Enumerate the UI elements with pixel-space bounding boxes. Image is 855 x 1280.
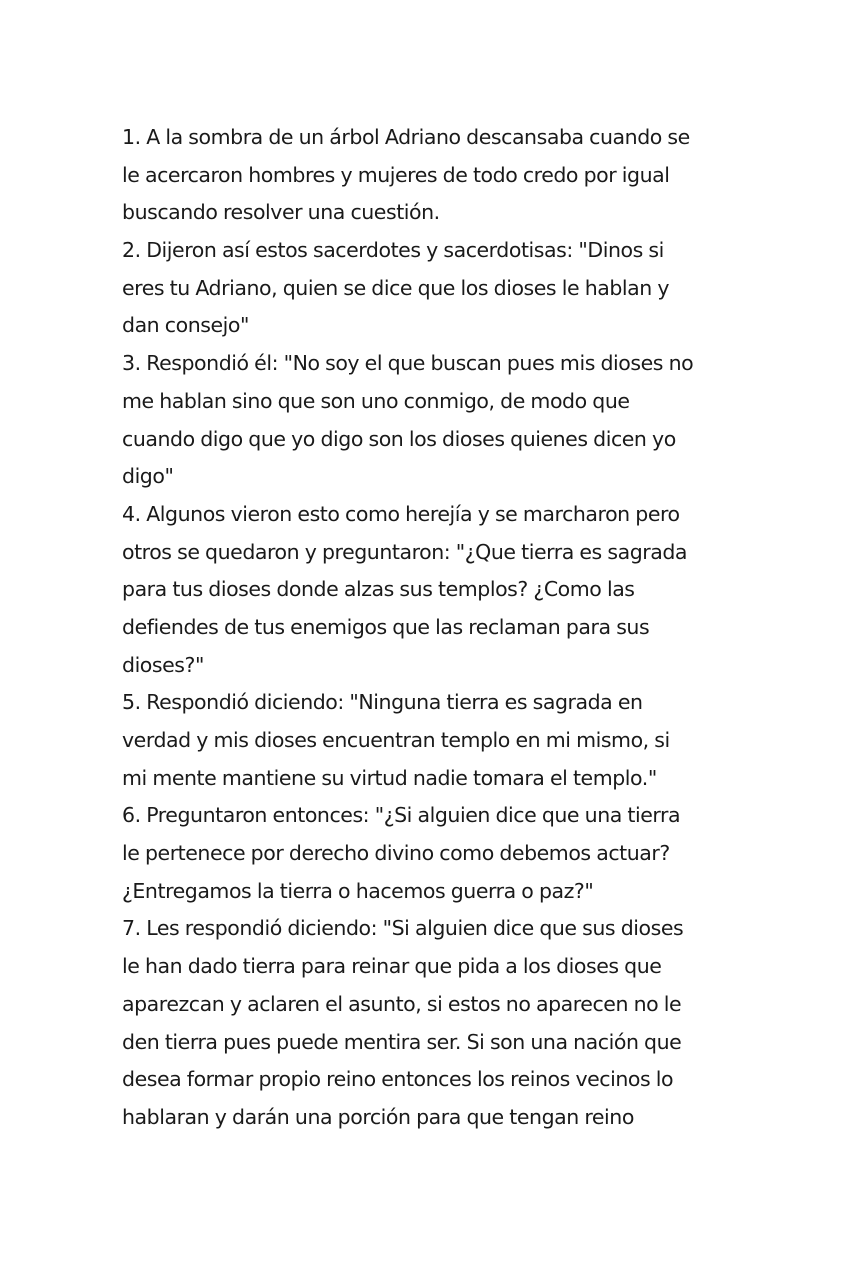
text-line: buscando resolver una cuestión. [122,200,440,225]
text-line: verdad y mis dioses encuentran templo en mi mismo, si [122,728,670,752]
text-line: hablaran y darán una porción para que tengan reino [122,1104,634,1129]
text-line: 1. A la sombra de un árbol Adriano descansaba cuando se [122,125,690,149]
text-line: dan consejo" [122,313,249,338]
text-line: 4. Algunos vieron esto como herejía y se marcharon pero [122,501,680,526]
text-line: otros se quedaron y preguntaron: "¿Que tierra es sagrada [122,539,688,564]
text-line: me hablan sino que son uno conmigo, de modo que [122,388,630,413]
text-line: 5. Respondió diciendo: "Ninguna tierra es sagrada en [122,690,643,715]
text-line: 3. Respondió él: "No soy el que buscan pues mis dioses no [122,351,694,376]
text-line: mi mente mantiene su virtud nadie tomara el templo." [122,765,657,790]
text-line: para tus dioses donde alzas sus templos? ¿Como las [122,577,635,602]
text-line: cuando digo que yo digo son los dioses quienes dicen yo [122,426,676,451]
text-line: digo" [122,464,174,489]
text-line: 6. Preguntaron entonces: "¿Si alguien dice que una tierra [122,803,681,828]
text-line: eres tu Adriano, quien se dice que los dioses le hablan y [122,275,670,300]
text-line: le han dado tierra para reinar que pida a los dioses que [122,954,662,979]
text-line: 7. Les respondió diciendo: "Si alguien dice que sus dioses [122,916,684,941]
text-line: den tierra pues puede mentira ser. Si son una nación que [122,1029,682,1054]
text-line: aparezcan y aclaren el asunto, si estos no aparecen no le [122,991,682,1016]
text-line: ¿Entregamos la tierra o hacemos guerra o paz?" [122,878,594,903]
text-line: defiendes de tus enemigos que las reclaman para sus [122,614,650,639]
text-line: 2. Dijeron así estos sacerdotes y sacerdotisas: "Dinos si [122,238,664,263]
text-line: le acercaron hombres y mujeres de todo credo por igual [122,162,670,187]
text-line: dioses?" [122,652,204,677]
text-line: desea formar propio reino entonces los reinos vecinos lo [122,1067,674,1092]
text-line: le pertenece por derecho divino como debemos actuar? [122,841,670,866]
document-body [122,119,738,1137]
